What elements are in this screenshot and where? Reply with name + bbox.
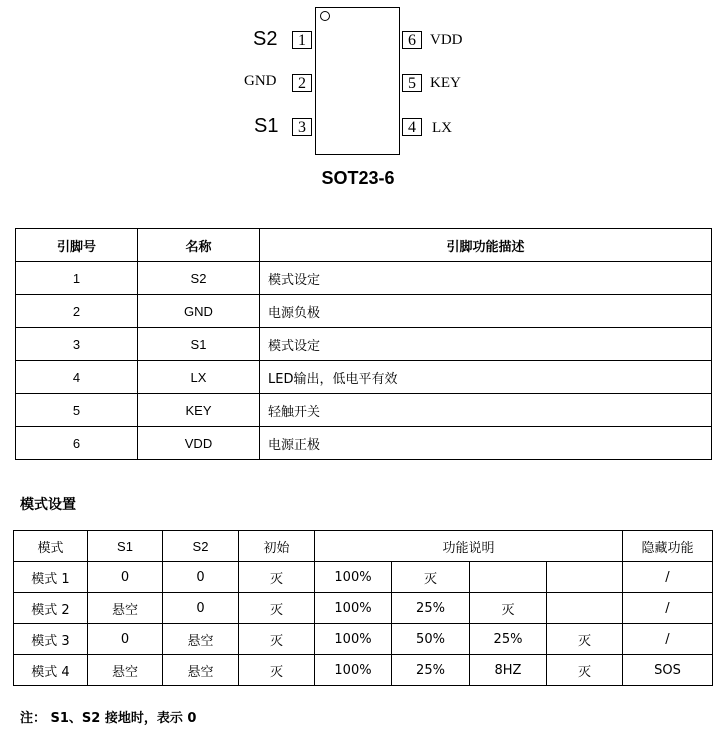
function-step-cell: 灭 [547, 655, 623, 686]
pin-name-right-4: LX [432, 120, 452, 136]
initial-cell: 灭 [239, 562, 315, 593]
pin-name-left-3: S1 [254, 115, 279, 137]
mode-cell: 模式 4 [14, 655, 88, 686]
pin-number-cell: 2 [16, 295, 138, 328]
pin-number-cell: 3 [16, 328, 138, 361]
pin-desc-cell: 电源正极 [260, 427, 712, 460]
pin-desc-cell: 模式设定 [260, 262, 712, 295]
table-row [16, 394, 712, 427]
pin-number-cell: 6 [16, 427, 138, 460]
footnote: 注： S1、S2 接地时，表示 0 [20, 711, 197, 726]
hidden-function-cell: / [623, 593, 713, 624]
function-step-cell: 100% [315, 593, 392, 624]
table-header-row [16, 229, 712, 262]
function-step-cell [547, 562, 623, 593]
table-row [16, 427, 712, 460]
pin-name-cell: S1 [138, 328, 260, 361]
s1-cell: 悬空 [88, 593, 163, 624]
table-row [14, 562, 713, 593]
header-s2: S2 [163, 531, 239, 562]
pin-name-cell: GND [138, 295, 260, 328]
pin-number-left-1: 1 [292, 31, 312, 49]
header-initial: 初始 [239, 531, 315, 562]
function-step-cell: 8HZ [470, 655, 547, 686]
s2-cell: 0 [163, 562, 239, 593]
table-row [14, 655, 713, 686]
s2-cell: 悬空 [163, 655, 239, 686]
pin-desc-cell: LED输出，低电平有效 [260, 361, 712, 394]
function-step-cell: 100% [315, 655, 392, 686]
function-step-cell [547, 593, 623, 624]
pin-name-cell: VDD [138, 427, 260, 460]
hidden-function-cell: SOS [623, 655, 713, 686]
table-row [16, 295, 712, 328]
table-row [16, 361, 712, 394]
header-s1: S1 [88, 531, 163, 562]
hidden-function-cell: / [623, 562, 713, 593]
initial-cell: 灭 [239, 655, 315, 686]
table-row [14, 593, 713, 624]
hidden-function-cell: / [623, 624, 713, 655]
pin-number-left-2: 2 [292, 74, 312, 92]
pin-desc-cell: 模式设定 [260, 328, 712, 361]
pin-desc-cell: 电源负极 [260, 295, 712, 328]
function-step-cell: 25% [392, 655, 470, 686]
function-step-cell: 灭 [392, 562, 470, 593]
table-row [16, 262, 712, 295]
s2-cell: 0 [163, 593, 239, 624]
pin1-marker-icon [320, 11, 330, 21]
mode-cell: 模式 3 [14, 624, 88, 655]
pin-name-cell: KEY [138, 394, 260, 427]
function-step-cell: 25% [392, 593, 470, 624]
pin-number-left-3: 3 [292, 118, 312, 136]
table-row [14, 624, 713, 655]
mode-settings-table [13, 530, 713, 686]
header-function-description: 功能说明 [315, 531, 623, 562]
pin-name-cell: LX [138, 361, 260, 394]
function-step-cell: 25% [470, 624, 547, 655]
pin-number-cell: 1 [16, 262, 138, 295]
pin-name-right-6: VDD [430, 32, 463, 48]
header-hidden-function: 隐藏功能 [623, 531, 713, 562]
pin-name-left-1: S2 [253, 28, 278, 50]
header-mode: 模式 [14, 531, 88, 562]
pin-name-cell: S2 [138, 262, 260, 295]
pin-number-right-5: 5 [402, 74, 422, 92]
s1-cell: 悬空 [88, 655, 163, 686]
s1-cell: 0 [88, 562, 163, 593]
header-pin-function: 引脚功能描述 [260, 229, 712, 262]
table-header-row [14, 531, 713, 562]
function-step-cell: 100% [315, 562, 392, 593]
pin-number-right-4: 4 [402, 118, 422, 136]
initial-cell: 灭 [239, 624, 315, 655]
pin-description-table [15, 228, 712, 460]
function-step-cell [470, 562, 547, 593]
function-step-cell: 50% [392, 624, 470, 655]
function-step-cell: 灭 [470, 593, 547, 624]
initial-cell: 灭 [239, 593, 315, 624]
function-step-cell: 100% [315, 624, 392, 655]
function-step-cell: 灭 [547, 624, 623, 655]
header-pin-number: 引脚号 [16, 229, 138, 262]
s1-cell: 0 [88, 624, 163, 655]
pin-number-right-6: 6 [402, 31, 422, 49]
header-pin-name: 名称 [138, 229, 260, 262]
pin-name-left-2: GND [244, 73, 277, 89]
s2-cell: 悬空 [163, 624, 239, 655]
pin-number-cell: 5 [16, 394, 138, 427]
mode-cell: 模式 2 [14, 593, 88, 624]
table-row [16, 328, 712, 361]
chip-body [315, 7, 400, 155]
pin-desc-cell: 轻触开关 [260, 394, 712, 427]
pin-number-cell: 4 [16, 361, 138, 394]
mode-cell: 模式 1 [14, 562, 88, 593]
mode-section-title: 模式设置 [20, 497, 76, 513]
pin-name-right-5: KEY [430, 75, 461, 91]
package-label: SOT23-6 [321, 168, 395, 188]
